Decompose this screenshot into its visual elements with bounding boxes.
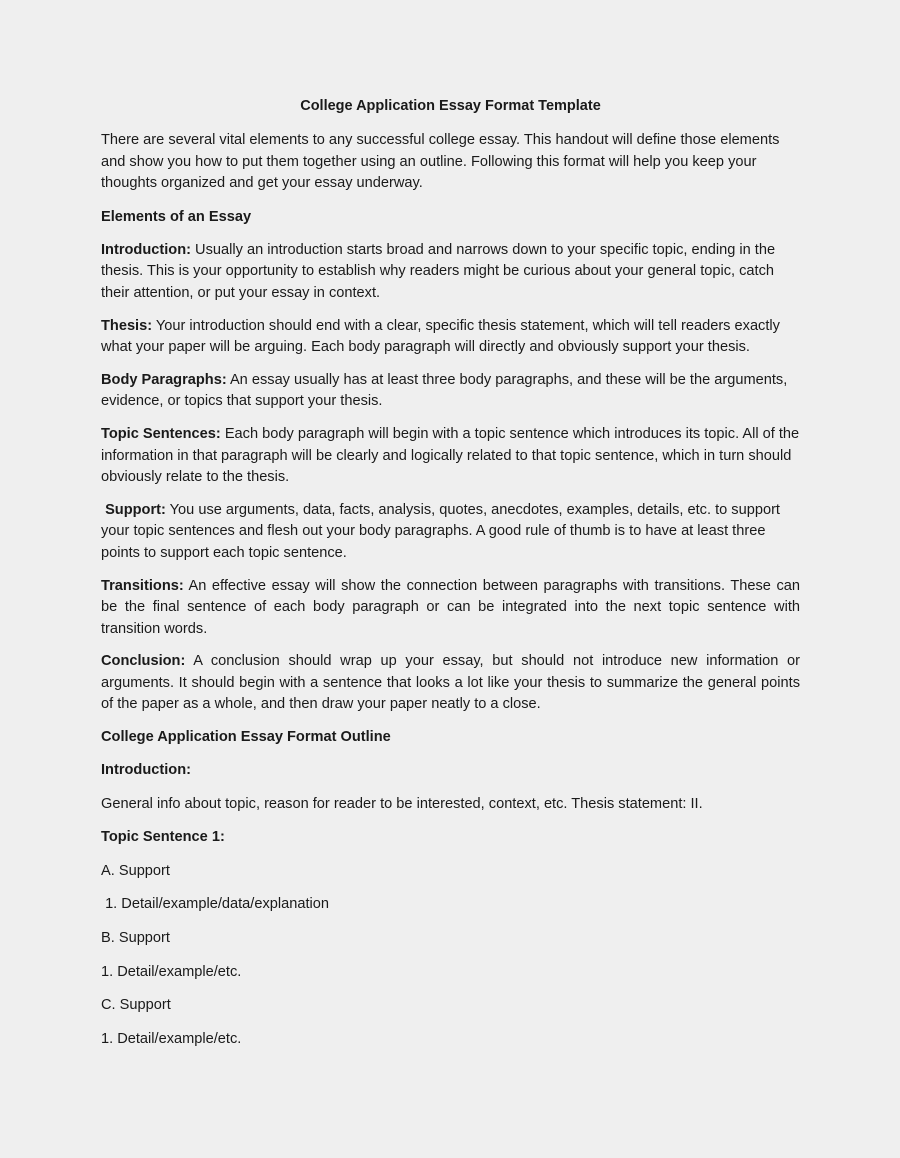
element-text: Each body paragraph will begin with a topic sentence which introduces its topic. All of the information in that paragraph will be clearly and logically related to that topic sentence, which in turn should obviously relate to the thesis. [101,425,800,486]
intro-paragraph: There are several vital elements to any successful college essay. This handout will define those elements and show you how to put them together using an outline. Following this format will help you keep your thoughts organized and get your essay underway. [101,132,780,192]
element-introduction [101,240,800,305]
element-text: Usually an introduction starts broad and narrows down to your specific topic, ending in the thesis. This is your opportunity to establish why readers might be curious about your general topic, catch their attention, or put your essay in context. [101,241,776,301]
element-support [101,500,800,565]
element-label: Topic Sentences: [101,425,221,442]
document-title: College Application Essay Format Template [300,98,601,114]
outline-item: 1. Detail/example/etc. [101,1030,242,1047]
outline-item [101,894,800,915]
element-label: Transitions: [101,577,184,594]
outline-item: A. Support [101,862,170,879]
element-text: A conclusion should wrap up your essay, but should not introduce new information or arguments. It should begin with a sentence that looks a lot like your thesis to summarize the general points of the paper as a whole, and then draw your paper neatly to a close. [101,653,800,713]
outline-item: 1. Detail/example/etc. [101,963,242,980]
outline-item-text: 1. Detail/example/data/explanation [105,896,329,913]
element-conclusion [101,651,800,716]
elements-heading: Elements of an Essay [101,208,252,225]
element-label: Thesis: [101,317,153,334]
element-label: Body Paragraphs: [101,371,227,388]
element-body-paragraphs [101,370,800,413]
outline-topic-sentence-label: Topic Sentence 1: [101,829,225,846]
element-label: Introduction: [101,241,191,258]
element-label: Conclusion: [101,653,186,670]
outline-introduction-text: General info about topic, reason for reader to be interested, context, etc. Thesis statement: II. [101,795,703,812]
element-text: You use arguments, data, facts, analysis, quotes, anecdotes, examples, details, etc. to support your topic sentences and flesh out your body paragraphs. A good rule of thumb is to have at least three points to support each topic sentence. [101,501,780,561]
element-text: An effective essay will show the connection between paragraphs with transitions. These can be the final sentence of each body paragraph or can be integrated into the next topic sentence with transition words. [101,577,801,637]
outline-item: B. Support [101,930,170,947]
outline-item: C. Support [101,997,171,1014]
outline-introduction-label: Introduction: [101,762,191,779]
element-text: Your introduction should end with a clear, specific thesis statement, which will tell readers exactly what your paper will be arguing. Each body paragraph will directly and obviously support your thesis. [101,317,780,356]
element-transitions [101,576,800,641]
element-text: An essay usually has at least three body paragraphs, and these will be the arguments, evidence, or topics that support your thesis. [101,371,788,410]
element-label: Support: [105,501,166,518]
element-topic-sentences [101,424,800,489]
element-thesis [101,316,800,359]
outline-heading: College Application Essay Format Outline [101,729,391,746]
